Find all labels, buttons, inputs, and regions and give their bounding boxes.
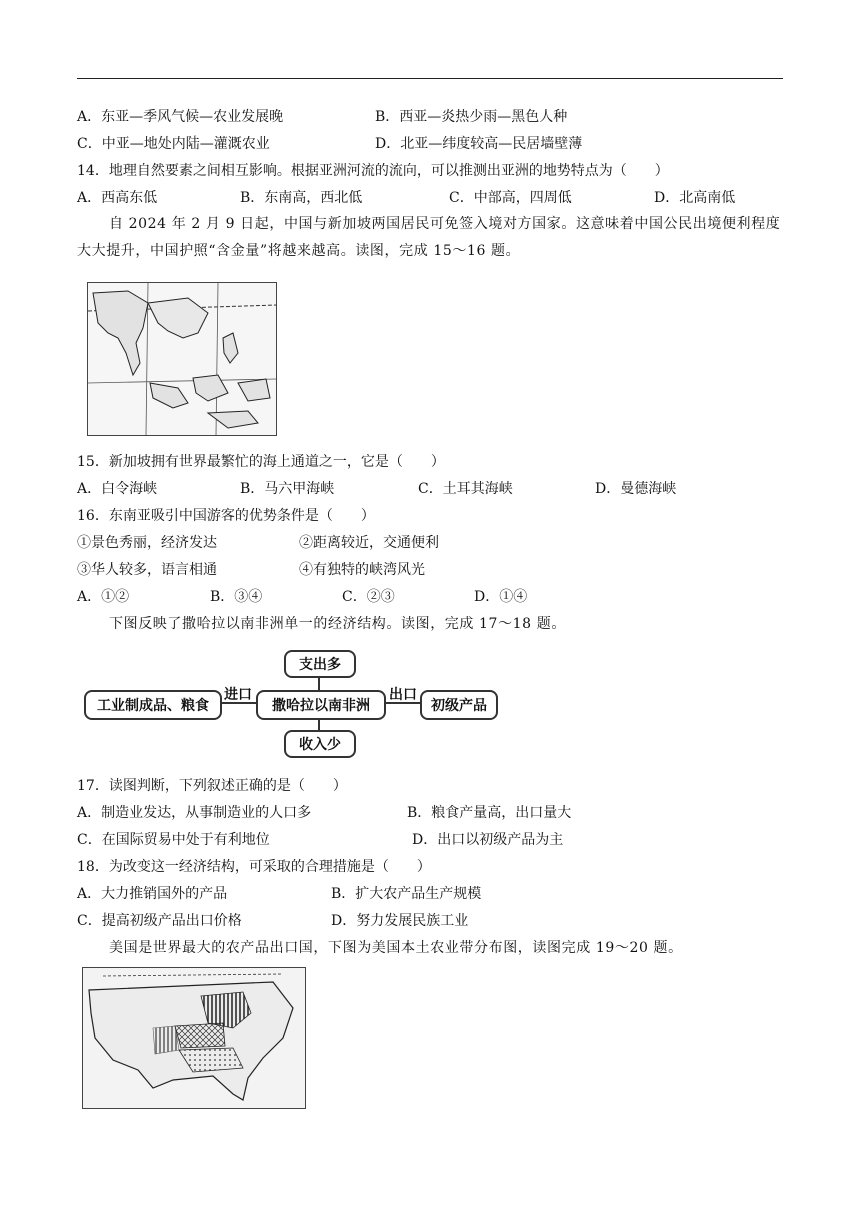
q13-option-b: B．西亚—炎热少雨—黑色人种 [375,109,568,125]
passage-15-16: 自 2024 年 2 月 9 日起，中国与新加坡两国居民可免签入境对方国家。这意味着中国公民出境便利程度大大提升，中国护照“含金量”将越来越高。读图，完成 15～16 题。 [77,216,781,259]
q14-option-c: C．中部高，四周低 [449,190,572,206]
q13-option-c: C．中亚—地处内陆—灌溉农业 [77,136,270,152]
q15-option-c: C．土耳其海峡 [418,481,513,497]
diagram-box-top: 支出多 [284,650,356,678]
diagram-box-right: 初级产品 [420,690,498,720]
q16-statement-1: ①景色秀丽，经济发达 [77,535,217,551]
q16-statement-2: ②距离较近，交通便利 [299,535,439,551]
q18-option-b: B．扩大农产品生产规模 [331,886,482,902]
diagram-import-label: 进口 [224,687,252,703]
q16-option-d: D．①④ [474,589,528,605]
q15-option-b: B．马六甲海峡 [240,481,335,497]
q15-stem: 15．新加坡拥有世界最繁忙的海上通道之一，它是（ ） [77,454,445,470]
diagram-box-center: 撒哈拉以南非洲 [256,690,386,720]
diagram-box-left: 工业制成品、粮食 [84,690,222,720]
q16-statement-4: ④有独特的峡湾风光 [299,562,425,578]
q16-option-b: B．③④ [210,589,263,605]
q17-stem: 17．读图判断，下列叙述正确的是（ ） [77,778,347,794]
q13-option-a: A．东亚—季风气候—农业发展晚 [77,109,284,125]
q17-option-d: D．出口以初级产品为主 [412,832,564,848]
passage-19-20: 美国是世界最大的农产品出口国，下图为美国本土农业带分布图，读图完成 19～20 题。 [109,940,683,956]
q16-option-c: C．②③ [342,589,395,605]
q13-option-d: D．北亚—纬度较高—民居墙壁薄 [375,136,583,152]
q16-option-a: A．①② [77,589,130,605]
q14-stem: 14．地理自然要素之间相互影响。根据亚洲河流的流向，可以推测出亚洲的地势特点为（ ） [77,163,669,179]
q17-option-a: A．制造业发达，从事制造业的人口多 [77,805,312,821]
q14-option-a: A．西高东低 [77,190,158,206]
passage-17-18: 下图反映了撒哈拉以南非洲单一的经济结构。读图，完成 17～18 题。 [109,616,566,632]
q16-statement-3: ③华人较多，语言相通 [77,562,217,578]
diagram-export-label: 出口 [389,687,417,703]
q18-stem: 18．为改变这一经济结构，可采取的合理措施是（ ） [77,859,431,875]
q17-option-c: C．在国际贸易中处于有利地位 [77,832,270,848]
map-graphic [83,968,305,1108]
q16-stem: 16．东南亚吸引中国游客的优势条件是（ ） [77,508,375,524]
diagram-box-bottom: 收入少 [284,730,356,758]
q14-option-b: B．东南高，西北低 [240,190,363,206]
q14-option-d: D．北高南低 [654,190,736,206]
q18-option-d: D．努力发展民族工业 [331,913,469,929]
q15-option-a: A．白令海峡 [77,481,158,497]
q18-option-c: C．提高初级产品出口价格 [77,913,242,929]
q17-option-b: B．粮食产量高，出口量大 [407,805,572,821]
us-agriculture-map [82,967,306,1109]
q15-option-d: D．曼德海峡 [595,481,677,497]
q18-option-a: A．大力推销国外的产品 [77,886,228,902]
